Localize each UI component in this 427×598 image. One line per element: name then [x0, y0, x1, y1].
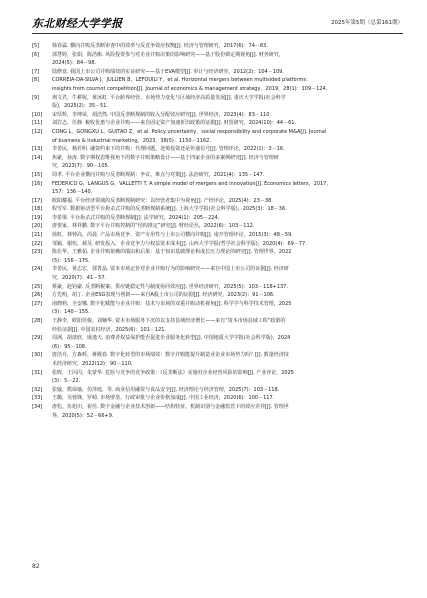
- reference-item: [32, 300, 403, 309]
- reference-item: [32, 180, 403, 189]
- reference-item: [32, 265, 403, 274]
- reference-item: [32, 351, 403, 360]
- reference-item: [32, 386, 403, 395]
- reference-text: 周孝. 平台企业横向并购与反垄断规制：争议、难点与对策[J]. 法治研究，2021(4)：135－147.: [52, 171, 265, 178]
- reference-text: 南晓莉，全安娜. 数字化赋能与企业并购：技术与市场的双重并购动机视角[J]. 科学学与科学技术管理，2025: [52, 300, 292, 307]
- reference-text: 王璐，吴蓉锋，罗崎. 市场壁垒、行政审批与企业价格加成[J]. 中国工业经济，2020(6)：100－117.: [52, 395, 275, 402]
- issue-info: 2025年第5期（总第161期）: [331, 20, 403, 26]
- reference-text: (6)：95－108.: [52, 343, 87, 350]
- reference-number: [19]: [32, 214, 43, 221]
- page-number: 82: [32, 563, 40, 570]
- reference-item: [32, 403, 403, 412]
- reference-number: [6]: [32, 51, 40, 58]
- reference-text: 界，2020(5)：52－66+9.: [52, 412, 114, 419]
- reference-number: [16]: [32, 180, 43, 187]
- reference-number: [31]: [32, 369, 43, 376]
- reference-text: 术经济研究，2022(12)：90－110.: [52, 360, 133, 367]
- reference-text: 张璇，熊保瑜，仿泽庭，等. 商业信用融资与食品安全[J]. 经济理论与经济管理，2025(7)：103－118.: [52, 386, 280, 393]
- reference-number: [33]: [32, 395, 43, 402]
- reference-item: [32, 51, 403, 60]
- reference-text: 宋厚辉，李坤荣，胡浩然. 中国反垄断规制的收入分配效应研究[J]. 世界经济，2023(4)：83－110.: [52, 111, 272, 118]
- reference-number: [30]: [32, 352, 43, 359]
- reference-text: 郭慧婷，张娟，陈浩彬. 风险投资参与对企业并购决策的影响研究——基于股份锁定期视角[J]. 财务研究，: [52, 51, 284, 58]
- reference-text: CORREIA-DA-SILVA J，JULLIEN B，LEFOUILI Y，et al. Horizontal mergers between multisided platforms：: [52, 77, 312, 84]
- reference-number: [26]: [32, 292, 43, 299]
- reference-item: [32, 369, 403, 378]
- reference-text: insights from cournot competition[J]. Journal of economics & management strategy，2019，28(1)：109－124.: [52, 85, 328, 92]
- reference-continuation: [32, 326, 403, 335]
- reference-item: [32, 283, 403, 292]
- reference-item: [32, 334, 403, 343]
- reference-text: 张晖，王闪闪，朱蒙华. 危险与竞争的竞争政策：《反垄断法》实施对企业经营风险的影响[J]. 产业评论，2025: [52, 369, 294, 376]
- reference-number: [17]: [32, 197, 43, 204]
- reference-item: [32, 240, 403, 249]
- reference-continuation: [32, 257, 403, 266]
- reference-text: 韩春霖. 横向并购反垄断审查中的效率与反竞争效应权衡[J]. 经济与管理研究，2017(6)：74－83.: [52, 43, 268, 49]
- reference-text: 李善民，黄志宏，郭菁晶. 资本市场定价对企业并购行为的影响研究——来自中国上市公司的证据[J]. 经济研: [52, 266, 289, 273]
- reference-text: 王静李，欧阳佳俊，刘楠华. 资本市场服务下沉的以支持县域经济增长——来自“资本市场县域工程”政策的: [52, 318, 286, 324]
- reference-text: 版)，2025(2)：35－51.: [52, 103, 109, 110]
- reference-item: [32, 205, 403, 214]
- reference-item: [32, 76, 403, 85]
- header-divider: [32, 33, 403, 34]
- reference-item: [32, 394, 403, 403]
- reference-number: [14]: [32, 154, 43, 161]
- reference-item: [32, 231, 403, 240]
- reference-continuation: [32, 412, 403, 421]
- reference-number: [13]: [32, 146, 43, 153]
- reference-number: [25]: [32, 283, 43, 290]
- reference-continuation: [32, 85, 403, 94]
- reference-continuation: [32, 360, 403, 369]
- reference-text: 焦豪，孙涛. 数字期权思维视角下的数字并购策略设计——基于四家企业的多案例研究[J]. 经济与管理研: [52, 154, 279, 161]
- reference-item: [32, 154, 403, 163]
- reference-text: 邹颖，谢恒，郝昊. 研发投入、企业竞争力与权益资本成本[J]. 山西大学学报(哲学社会科学版)，2020(4)：69－77.: [52, 240, 307, 247]
- reference-text: 李善民，杨若明. 融资约束下的并购：代理问题、逆境投资还是传递信号[J]. 管理评论，2022(1)：3－16.: [52, 146, 285, 153]
- reference-number: [24]: [32, 266, 43, 273]
- reference-number: [29]: [32, 335, 43, 342]
- reference-number: [7]: [32, 68, 40, 75]
- reference-number: [8]: [32, 77, 40, 84]
- reference-text: of business & industrial marketing，2023，38(5)：1150－1162.: [52, 137, 211, 144]
- reference-number: [27]: [32, 300, 43, 307]
- reference-item: [32, 94, 403, 103]
- reference-text: 荆文君，牛耕妮，黄冰虹. 平台跨界经营、市场势力变化与区域经济高质量发展[J]. 重庆大学学报(社会科学: [52, 94, 286, 101]
- reference-text: 方先明，胡丁. 企业ESG表现与创新——来自A股上市公司的证据[J]. 经济研究，2023(2)：91－106.: [52, 292, 275, 299]
- reference-item: [32, 171, 403, 180]
- reference-text: 刘岩志，任静. 税收优惠与企业并购——来自固定资产加速折旧政策的证据[J]. 财贸研究，2024(10)：44－61.: [52, 120, 297, 127]
- reference-text: 唐浩丹，方森辉，蒋殿春. 数字化转型的市场绩效：数字并购能提升制造业企业市场势力吗？[J]. 数量经济技: [52, 352, 289, 359]
- reference-text: 157：136－140.: [52, 189, 93, 196]
- reference-continuation: [32, 162, 403, 171]
- reference-list: [32, 42, 403, 420]
- reference-text: 程雪军. 数据驱动型平台扼杀式并购的反垄断规制系统[J]. 上海大学学报(社会科学版)，2025(3)：18－36.: [52, 206, 287, 213]
- reference-item: [32, 111, 403, 120]
- reference-number: [9]: [32, 94, 40, 101]
- reference-item: [32, 317, 403, 326]
- reference-continuation: [32, 308, 403, 317]
- reference-continuation: [32, 377, 403, 386]
- reference-number: [5]: [32, 43, 40, 49]
- reference-text: FEDERICO G，LANGUS G，VALLETTI T. A simple model of mergers and innovation[J]. Economics letters，2017，: [52, 180, 332, 187]
- reference-continuation: [32, 59, 403, 68]
- reference-text: (3)：5－22.: [52, 378, 81, 385]
- reference-number: [22]: [32, 240, 43, 247]
- reference-number: [23]: [32, 249, 43, 256]
- reference-text: 蔡豪，赵钧豪. 反垄断税案、供应链稳定性与制度协同效应[J]. 世界经济研究，2025(5)：103－118+137.: [52, 283, 288, 290]
- reference-text: 究，2023(7)：90－105.: [52, 163, 110, 170]
- reference-item: [32, 42, 403, 51]
- reference-continuation: [32, 137, 403, 146]
- running-header: [32, 15, 403, 33]
- reference-number: [15]: [32, 171, 43, 178]
- reference-text: 唐要家，林祥鹏. 数字平台并购控制的“结构推定”研究[J]. 财经论丛，2022(6)：103－112.: [52, 223, 255, 230]
- reference-continuation: [32, 274, 403, 283]
- reference-text: 陈仕华，王雅茹. 企业并购依赖的缰由和后果：基于知识基础理论和成长压力理论的研究[J]. 管理世界，2022: [52, 249, 292, 256]
- reference-text: (5)：156－175.: [52, 257, 90, 264]
- reference-text: (3)：140－155.: [52, 309, 90, 316]
- reference-continuation: [32, 343, 403, 352]
- reference-item: [32, 68, 403, 77]
- reference-item: [32, 214, 403, 223]
- reference-item: [32, 222, 403, 231]
- reference-text: 究，2020(7)：41－57.: [52, 275, 107, 282]
- reference-number: [28]: [32, 318, 43, 324]
- reference-item: [32, 291, 403, 300]
- reference-text: 徐虹，林钟高，芮晨. 产品市场竞争、资产专用性与上市公司横向并购[J]. 南开管理评论，2015(3)：48－59.: [52, 232, 293, 239]
- reference-item: [32, 119, 403, 128]
- journal-logo: 东北财经大学学报: [32, 17, 123, 30]
- reference-text: 唐松，伍旭川，祝佳. 数字金融与企业技术创新——结构特征、机制识别与金融监管下的效应差异[J]. 管理世: [52, 403, 289, 410]
- reference-number: [20]: [32, 223, 43, 230]
- reference-item: [32, 145, 403, 154]
- reference-item: [32, 248, 403, 257]
- reference-number: [21]: [32, 232, 43, 239]
- reference-continuation: [32, 102, 403, 111]
- reference-text: 周洲，胡歆欣，虞逸天. 消费者权益保护能否促进企业服务化转型[J]. 中国地质大学学报(社会科学版)，2024: [52, 335, 291, 342]
- reference-number: [12]: [32, 128, 43, 135]
- reference-item: [32, 128, 403, 137]
- reference-text: 经验证据[J]. 中国农村经济，2025(6)：101－121.: [52, 326, 167, 333]
- reference-continuation: [32, 188, 403, 197]
- reference-number: [11]: [32, 120, 43, 127]
- reference-text: 2024(5)：84－98.: [52, 60, 97, 67]
- reference-number: [34]: [32, 403, 43, 410]
- reference-text: 李希梁. 平台扼杀式并购的反垄断规制[J]. 法学研究，2024(1)：205－224.: [52, 214, 220, 221]
- reference-text: 陆修竟. 我国上市公司并购绩效的实证研究——基于EVA模型[J]. 审计与经济研究，2012(2)：104－109.: [52, 68, 284, 75]
- reference-item: [32, 197, 403, 206]
- reference-number: [32]: [32, 386, 43, 393]
- reference-number: [10]: [32, 111, 43, 118]
- reference-text: CONG L，GONGXU L，GUITAO Z，et al. Policy uncertainty，social responsibility and corporate M&A[J]. Journal: [52, 128, 327, 135]
- reference-text: 欧阳耀福. 平台经济领域的反垄断规制研究：以经营者集中为视角[J]. 产经评论，2025(4)：23－38.: [52, 197, 273, 204]
- reference-number: [18]: [32, 206, 43, 213]
